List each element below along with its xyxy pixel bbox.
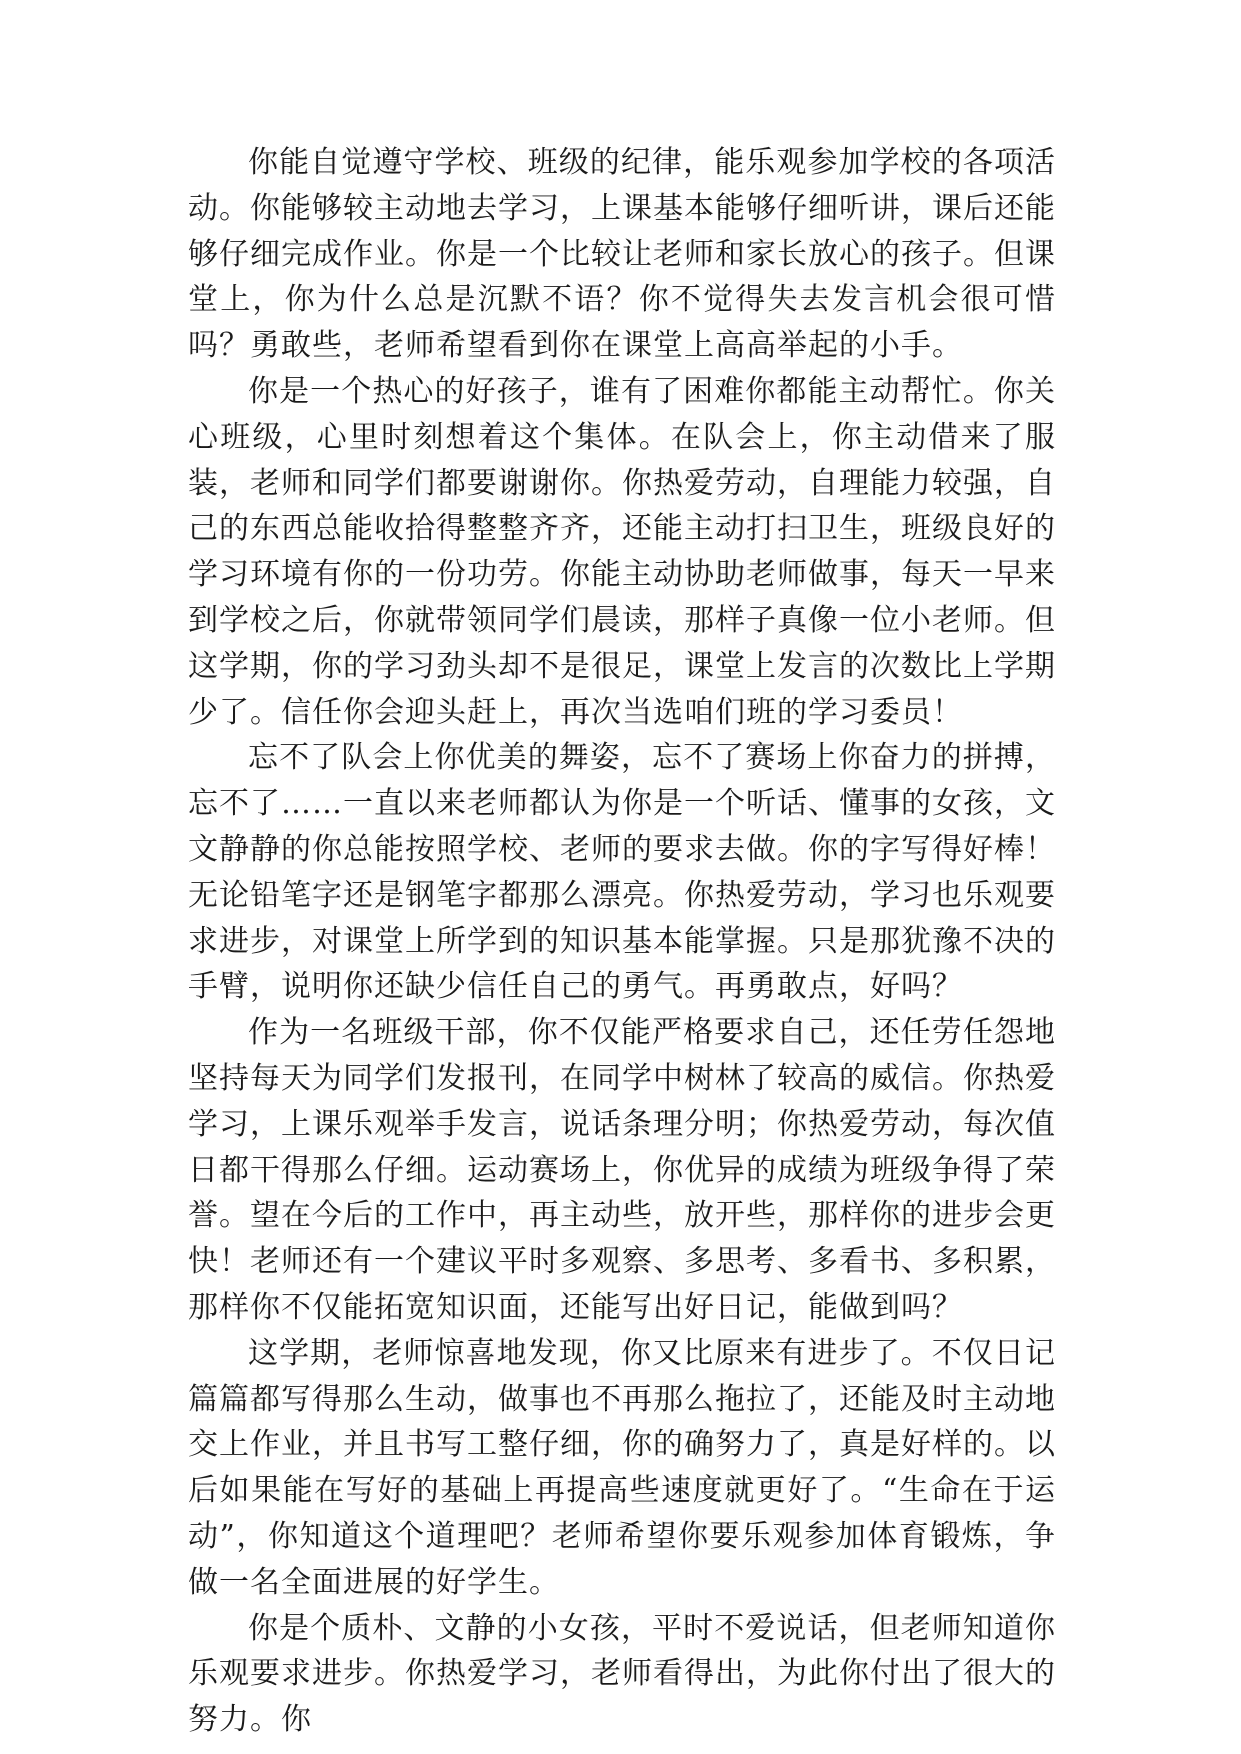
- paragraph-3: 忘不了队会上你优美的舞姿，忘不了赛场上你奋力的拼搏，忘不了……一直以来老师都认为你是一个听话、懂事的女孩，文文静静的你总能按照学校、老师的要求去做。你的字写得好棒！无论铅笔字还是钢笔字都那么漂亮。你热爱劳动，学习也乐观要求进步，对课堂上所学到的知识基本能掌握。只是那犹豫不决的手臂，说明你还缺少信任自己的勇气。再勇敢点，好吗？: [188, 740, 1056, 1005]
- paragraph-1: 你能自觉遵守学校、班级的纪律，能乐观参加学校的各项活动。你能够较主动地去学习，上课基本能够仔细听讲，课后还能够仔细完成作业。你是一个比较让老师和家长放心的孩子。但课堂上，你为什么总是沉默不语？你不觉得失去发言机会很可惜吗？勇敢些，老师希望看到你在课堂上高高举起的小手。: [188, 145, 1056, 364]
- paragraph-2: 你是一个热心的好孩子，谁有了困难你都能主动帮忙。你关心班级，心里时刻想着这个集体。在队会上，你主动借来了服装，老师和同学们都要谢谢你。你热爱劳动，自理能力较强，自己的东西总能收拾得整整齐齐，还能主动打扫卫生，班级良好的学习环境有你的一份功劳。你能主动协助老师做事，每天一早来到学校之后，你就带领同学们晨读，那样子真像一位小老师。但这学期，你的学习劲头却不是很足，课堂上发言的次数比上学期少了。信任你会迎头赶上，再次当选咱们班的学习委员！: [188, 373, 1056, 730]
- comments-text: [188, 140, 1056, 1743]
- paragraph-6: 你是个质朴、文静的小女孩，平时不爱说话，但老师知道你乐观要求进步。你热爱学习，老师看得出，为此你付出了很大的努力。你: [188, 1610, 1056, 1738]
- paragraph-5: 这学期，老师惊喜地发现，你又比原来有进步了。不仅日记篇篇都写得那么生动，做事也不再那么拖拉了，还能及时主动地交上作业，并且书写工整仔细，你的确努力了，真是好样的。以后如果能在写好的基础上再提高些速度就更好了。“生命在于运动”，你知道这个道理吧？老师希望你要乐观参加体育锻炼，争做一名全面进展的好学生。: [188, 1335, 1056, 1600]
- paragraph-4: 作为一名班级干部，你不仅能严格要求自己，还任劳任怨地坚持每天为同学们发报刊，在同学中树林了较高的威信。你热爱学习，上课乐观举手发言，说话条理分明；你热爱劳动，每次值日都干得那么仔细。运动赛场上，你优异的成绩为班级争得了荣誉。望在今后的工作中，再主动些，放开些，那样你的进步会更快！老师还有一个建议平时多观察、多思考、多看书、多积累，那样你不仅能拓宽知识面，还能写出好日记，能做到吗？: [188, 1015, 1056, 1325]
